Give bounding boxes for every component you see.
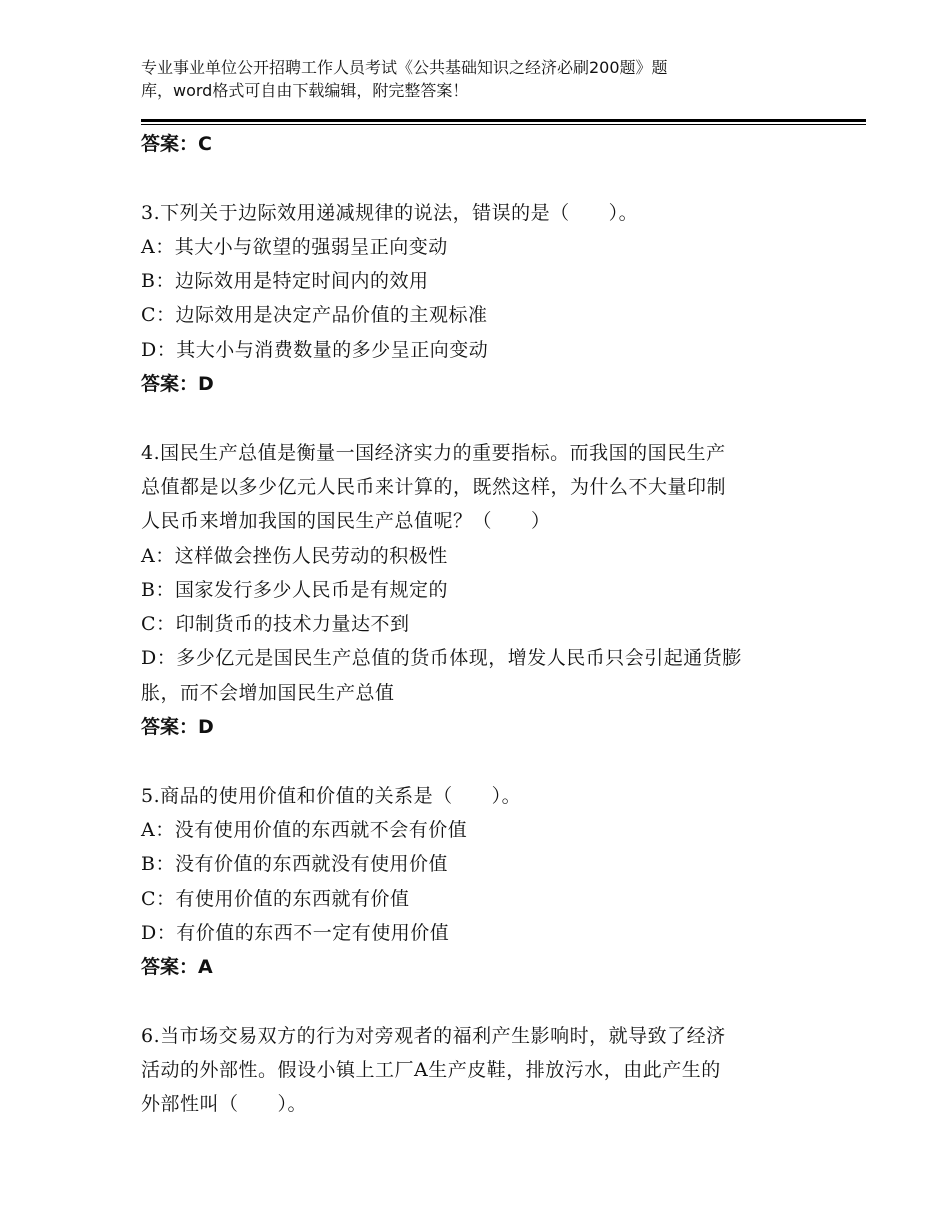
answer-line: 答案：D <box>141 716 214 739</box>
option-d: D：其大小与消费数量的多少呈正向变动 <box>141 338 489 361</box>
option-a: A：没有使用价值的东西就不会有价值 <box>141 818 468 841</box>
question-block <box>141 1019 821 1122</box>
question-stem: 6.当市场交易双方的行为对旁观者的福利产生影响时，就导致了经济 <box>141 1024 726 1047</box>
document-header <box>141 56 821 102</box>
question-block <box>141 196 821 402</box>
header-line-2: 库，word格式可自由下载编辑，附完整答案！ <box>141 81 469 100</box>
question-stem: 人民币来增加我国的国民生产总值呢？（ ） <box>141 510 551 533</box>
question-block <box>141 779 821 985</box>
option-b: B：国家发行多少人民币是有规定的 <box>141 578 448 601</box>
answer-line: 答案：C <box>141 133 212 155</box>
option-c: C：印制货币的技术力量达不到 <box>141 613 410 636</box>
option-a: A：这样做会挫伤人民劳动的积极性 <box>141 544 448 567</box>
option-d: D：有价值的东西不一定有使用价值 <box>141 921 450 944</box>
question-stem: 5.商品的使用价值和价值的关系是（ ）。 <box>141 784 522 807</box>
answer-line: 答案：A <box>141 956 213 979</box>
option-b: B：边际效用是特定时间内的效用 <box>141 270 429 293</box>
option-c: C：有使用价值的东西就有价值 <box>141 887 410 910</box>
option-c: C：边际效用是决定产品价值的主观标准 <box>141 304 488 327</box>
option-a: A：其大小与欲望的强弱呈正向变动 <box>141 235 448 258</box>
question-stem: 活动的外部性。假设小镇上工厂A生产皮鞋，排放污水，由此产生的 <box>141 1059 721 1082</box>
header-line-1: 专业事业单位公开招聘工作人员考试《公共基础知识之经济必刷200题》题 <box>141 58 668 77</box>
option-b: B：没有价值的东西就没有使用价值 <box>141 853 448 876</box>
question-stem: 外部性叫（ ）。 <box>141 1093 308 1116</box>
question-block <box>141 436 821 745</box>
question-stem: 3.下列关于边际效用递减规律的说法，错误的是（ ）。 <box>141 201 639 224</box>
header-rule-thick <box>141 119 866 122</box>
header-rule-thin <box>141 124 866 125</box>
option-d: D：多少亿元是国民生产总值的货币体现，增发人民币只会引起通货膨 <box>141 647 742 670</box>
option-d-continued: 胀，而不会增加国民生产总值 <box>141 681 395 704</box>
document-body <box>141 127 821 1122</box>
question-stem: 总值都是以多少亿元人民币来计算的，既然这样，为什么不大量印制 <box>141 475 727 498</box>
answer-line: 答案：D <box>141 373 214 396</box>
question-stem: 4.国民生产总值是衡量一国经济实力的重要指标。而我国的国民生产 <box>141 441 726 464</box>
